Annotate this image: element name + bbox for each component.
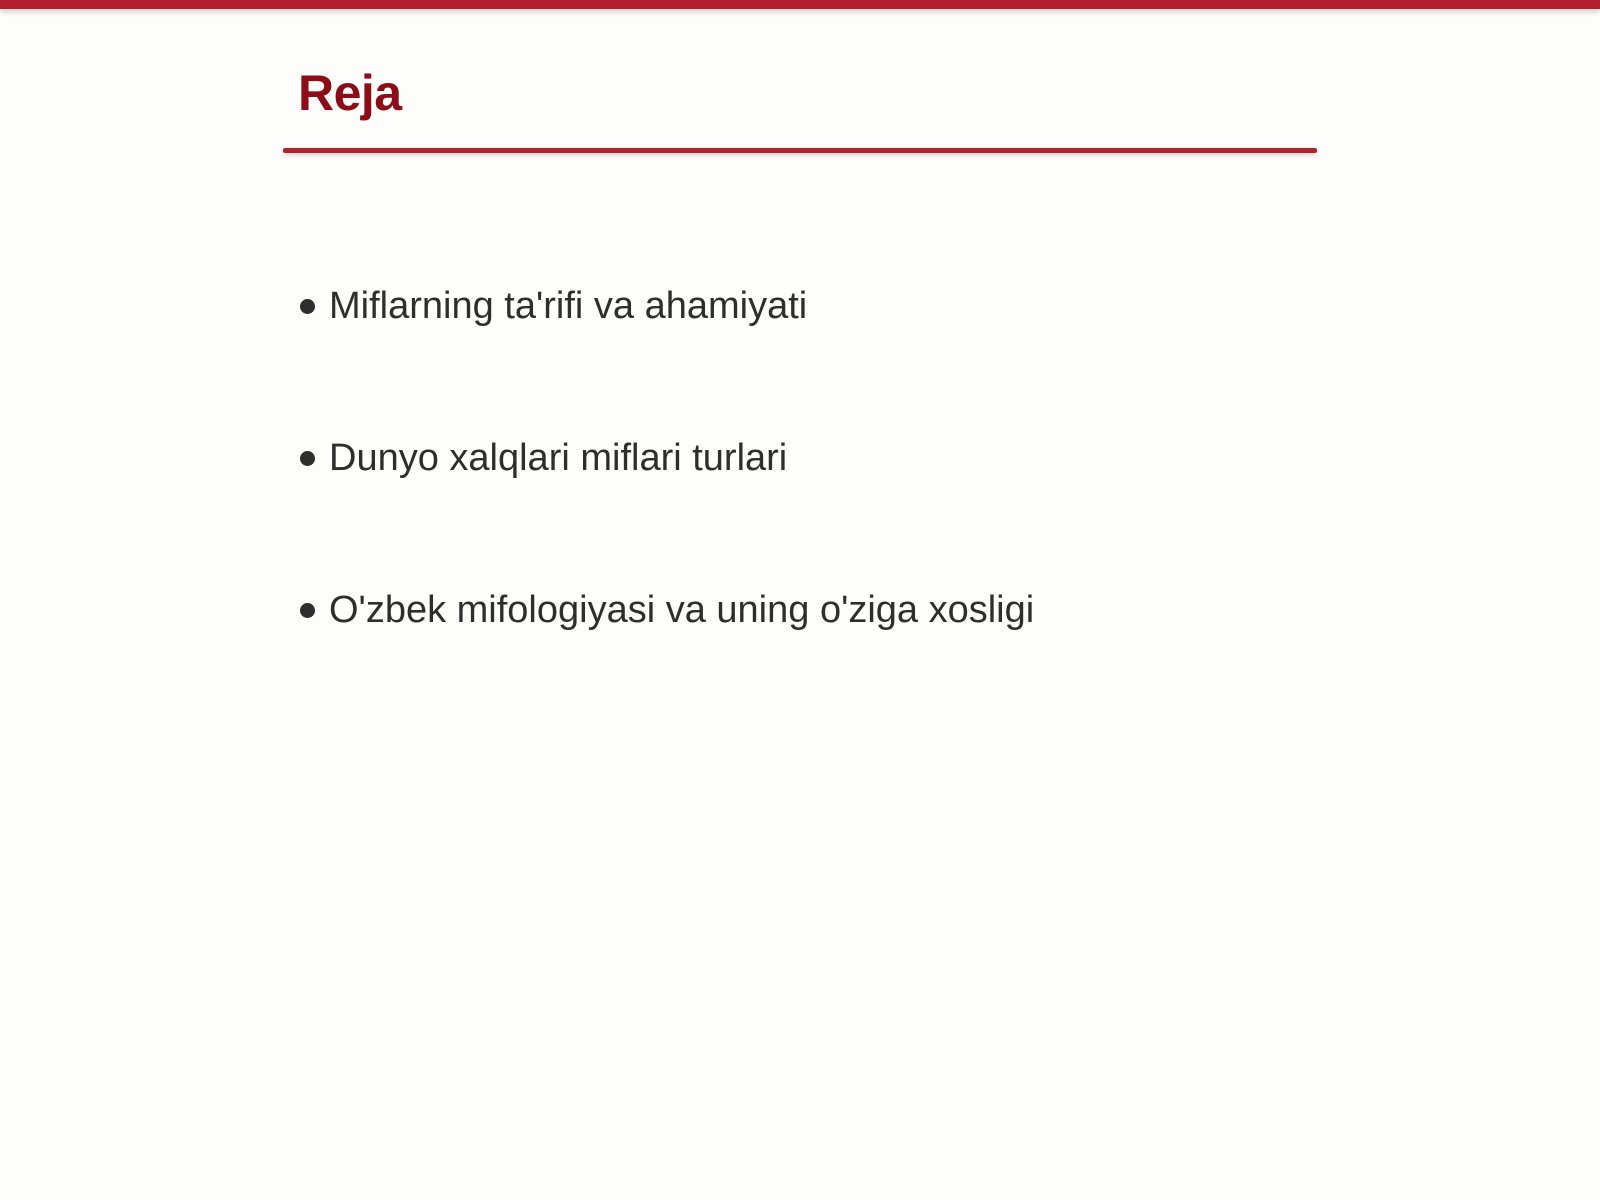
list-item — [300, 280, 1034, 332]
bullet-icon — [300, 299, 315, 314]
list-item — [300, 584, 1034, 636]
bullet-list — [300, 280, 1034, 736]
bullet-text: Dunyo xalqlari miflari turlari — [329, 436, 788, 479]
title-underline — [283, 148, 1317, 153]
top-accent-bar — [0, 0, 1600, 9]
bullet-icon — [300, 451, 315, 466]
list-item — [300, 432, 1034, 484]
bullet-text: Miflarning ta'rifi va ahamiyati — [329, 284, 808, 327]
bullet-icon — [300, 603, 315, 618]
bullet-text: O'zbek mifologiyasi va uning o'ziga xosligi — [329, 588, 1035, 631]
slide-title: Reja — [298, 65, 402, 121]
